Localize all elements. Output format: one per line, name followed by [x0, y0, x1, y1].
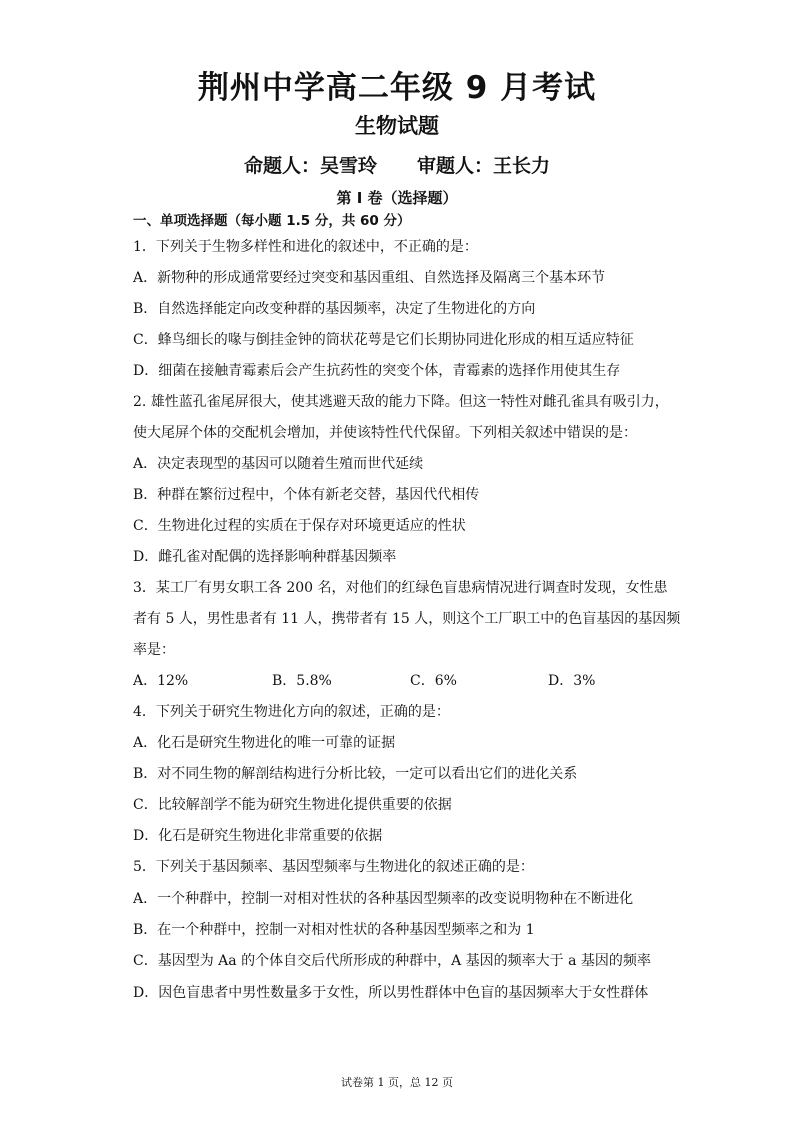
option: B．自然选择能定向改变种群的基因频率，决定了生物进化的方向 — [133, 301, 536, 317]
question-stem: 1．下列关于生物多样性和进化的叙述中，不正确的是： — [133, 239, 478, 255]
option: A．决定表现型的基因可以随着生殖而世代延续 — [133, 456, 424, 472]
question-stem: 使大尾屏个体的交配机会增加，并使该特性代代保留。下列相关叙述中错误的是： — [133, 425, 637, 441]
question-stem: 5．下列关于基因频率、基因型频率与生物进化的叙述正确的是： — [133, 859, 534, 875]
volume-heading: 第 I 卷（选择题） — [336, 189, 458, 207]
option: C．比较解剖学不能为研究生物进化提供重要的依据 — [133, 797, 452, 813]
option: B．在一个种群中，控制一对相对性状的各种基因型频率之和为 1 — [133, 922, 535, 938]
option: B．种群在繁衍过程中，个体有新老交替，基因代代相传 — [133, 487, 480, 503]
question-stem: 4．下列关于研究生物进化方向的叙述，正确的是： — [133, 704, 450, 720]
option: B．5.8% — [272, 673, 332, 689]
option: D．化石是研究生物进化非常重要的依据 — [133, 828, 383, 844]
option: C．基因型为 Aa 的个体自交后代所形成的种群中，A 基因的频率大于 a 基因的频率 — [133, 953, 651, 969]
option: C．6% — [410, 673, 457, 689]
question-stem: 者有 5 人，男性患者有 11 人，携带者有 15 人，则这个工厂职工中的色盲基因的基因频 — [133, 611, 681, 627]
authors-line — [0, 151, 794, 178]
option: B．对不同生物的解剖结构进行分析比较，一定可以看出它们的进化关系 — [133, 766, 578, 782]
option: A．一个种群中，控制一对相对性状的各种基因型频率的改变说明物种在不断进化 — [133, 891, 634, 907]
question-stem: 率是： — [133, 642, 175, 658]
part-heading: 一、单项选择题（每小题 1.5 分，共 60 分） — [133, 213, 411, 229]
option: A．新物种的形成通常要经过突变和基因重组、自然选择及隔离三个基本环节 — [133, 270, 606, 286]
question-stem: 2. 雄性蓝孔雀尾屏很大，使其逃避天敌的能力下降。但这一特性对雌孔雀具有吸引力， — [133, 394, 669, 410]
exam-title: 荆州中学高二年级 9 月考试 — [197, 70, 597, 106]
reviewer-name: 审题人：王长力 — [417, 155, 551, 177]
question-stem: 3．某工厂有男女职工各 200 名，对他们的红绿色盲患病情况进行调查时发现，女性患 — [133, 580, 668, 596]
option: D．细菌在接触青霉素后会产生抗药性的突变个体，青霉素的选择作用使其生存 — [133, 363, 621, 379]
option: C．蜂鸟细长的喙与倒挂金钟的筒状花萼是它们长期协同进化形成的相互适应特征 — [133, 332, 634, 348]
subject-title: 生物试题 — [355, 114, 439, 138]
option: A．化石是研究生物进化的唯一可靠的证据 — [133, 735, 396, 751]
option: D．因色盲患者中男性数量多于女性，所以男性群体中色盲的基因频率大于女性群体 — [133, 985, 649, 1001]
setter-name: 命题人：吴雪玲 — [243, 155, 377, 177]
page-footer: 试卷第 1 页，总 12 页 — [341, 1076, 453, 1089]
option: D．雌孔雀对配偶的选择影响种群基因频率 — [133, 549, 397, 565]
option: D．3% — [548, 673, 596, 689]
option: C．生物进化过程的实质在于保存对环境更适应的性状 — [133, 518, 466, 534]
option: A．12% — [133, 673, 189, 689]
